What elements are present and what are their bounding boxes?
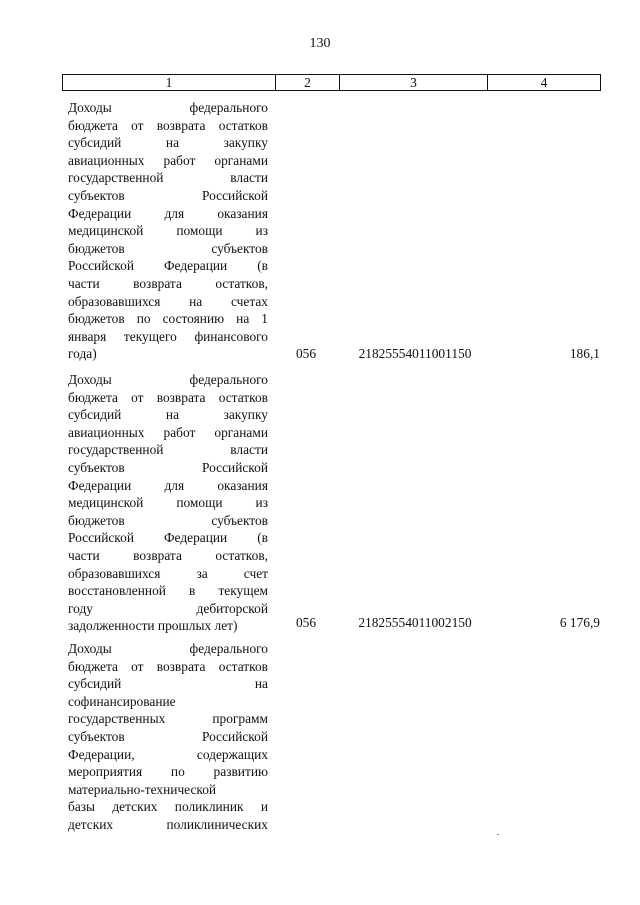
row-2-description — [68, 371, 268, 635]
header-col-4: 4 — [488, 75, 601, 91]
header-col-1: 1 — [63, 75, 276, 91]
row-3-line: Доходы федерального — [68, 641, 268, 656]
row-1-line: года) — [68, 346, 97, 362]
row-2-line: образовавшихся за счет — [68, 565, 268, 581]
row-2-line: медицинской помощи из — [68, 495, 268, 511]
row-2-line: задолженности прошлых лет) — [68, 618, 238, 634]
row-3-line: материально-технической — [68, 781, 217, 797]
row-1-line: медицинской помощи из — [68, 223, 268, 239]
row-2-line: Федерации для оказания — [68, 477, 268, 493]
row-1-amount: 186,1 — [569, 346, 600, 361]
row-2-line: авиационных работ органами — [68, 424, 268, 440]
row-2-line: государственной власти — [68, 442, 268, 458]
row-1-line: бюджетов по состоянию на 1 — [68, 311, 268, 327]
row-2-amount: 6 176,9 — [559, 615, 600, 630]
row-3-line: Федерации, содержащих — [68, 746, 268, 762]
row-3-line: субъектов Российской — [68, 728, 268, 744]
row-1-line: бюджетов субъектов — [68, 240, 268, 256]
row-1-line: государственной власти — [68, 170, 268, 186]
row-3-line: государственных программ — [68, 711, 268, 727]
row-1-line: Российской Федерации (в — [68, 258, 268, 274]
row-1-kbk: 21825554011001150 — [358, 346, 472, 361]
row-1-line: авиационных работ органами — [68, 152, 268, 168]
row-1-description — [68, 99, 268, 363]
row-3-line: мероприятия по развитию — [68, 764, 268, 780]
row-1-line: субъектов Российской — [68, 187, 268, 203]
row-3-line: софинансирование — [68, 693, 176, 709]
row-2-line: части возврата остатков, — [68, 547, 268, 563]
row-2-line: субъектов Российской — [68, 459, 268, 475]
row-3-line: субсидий на — [68, 676, 268, 692]
header-col-2: 2 — [276, 75, 340, 91]
header-col-3: 3 — [340, 75, 488, 91]
row-3-description — [68, 640, 268, 834]
row-2-line: Российской Федерации (в — [68, 530, 268, 546]
row-1-admin-code: 056 — [295, 346, 317, 361]
row-1-line: бюджета от возврата остатков — [68, 117, 268, 133]
row-1-line: образовавшихся на счетах — [68, 293, 268, 309]
row-3-line: детских поликлинических — [68, 816, 268, 832]
row-1-line: января текущего финансового — [68, 328, 268, 344]
row-2-line: восстановленной в текущем — [68, 583, 268, 599]
row-2-line: бюджета от возврата остатков — [68, 389, 268, 405]
row-1-line: Федерации для оказания — [68, 205, 268, 221]
row-1-line: субсидий на закупку — [68, 135, 268, 151]
row-2-line: субсидий на закупку — [68, 407, 268, 423]
row-2-kbk: 21825554011002150 — [358, 615, 472, 630]
page-number: 130 — [309, 36, 331, 51]
scan-speck — [497, 834, 499, 835]
row-2-admin-code: 056 — [295, 615, 317, 630]
row-1-line: Доходы федерального — [68, 100, 268, 115]
row-1-line: части возврата остатков, — [68, 275, 268, 291]
row-2-line: Доходы федерального — [68, 372, 268, 387]
row-3-line: бюджета от возврата остатков — [68, 658, 268, 674]
row-2-line: бюджетов субъектов — [68, 512, 268, 528]
row-3-line: базы детских поликлиник и — [68, 799, 268, 815]
row-2-line: году дебиторской — [68, 600, 268, 616]
